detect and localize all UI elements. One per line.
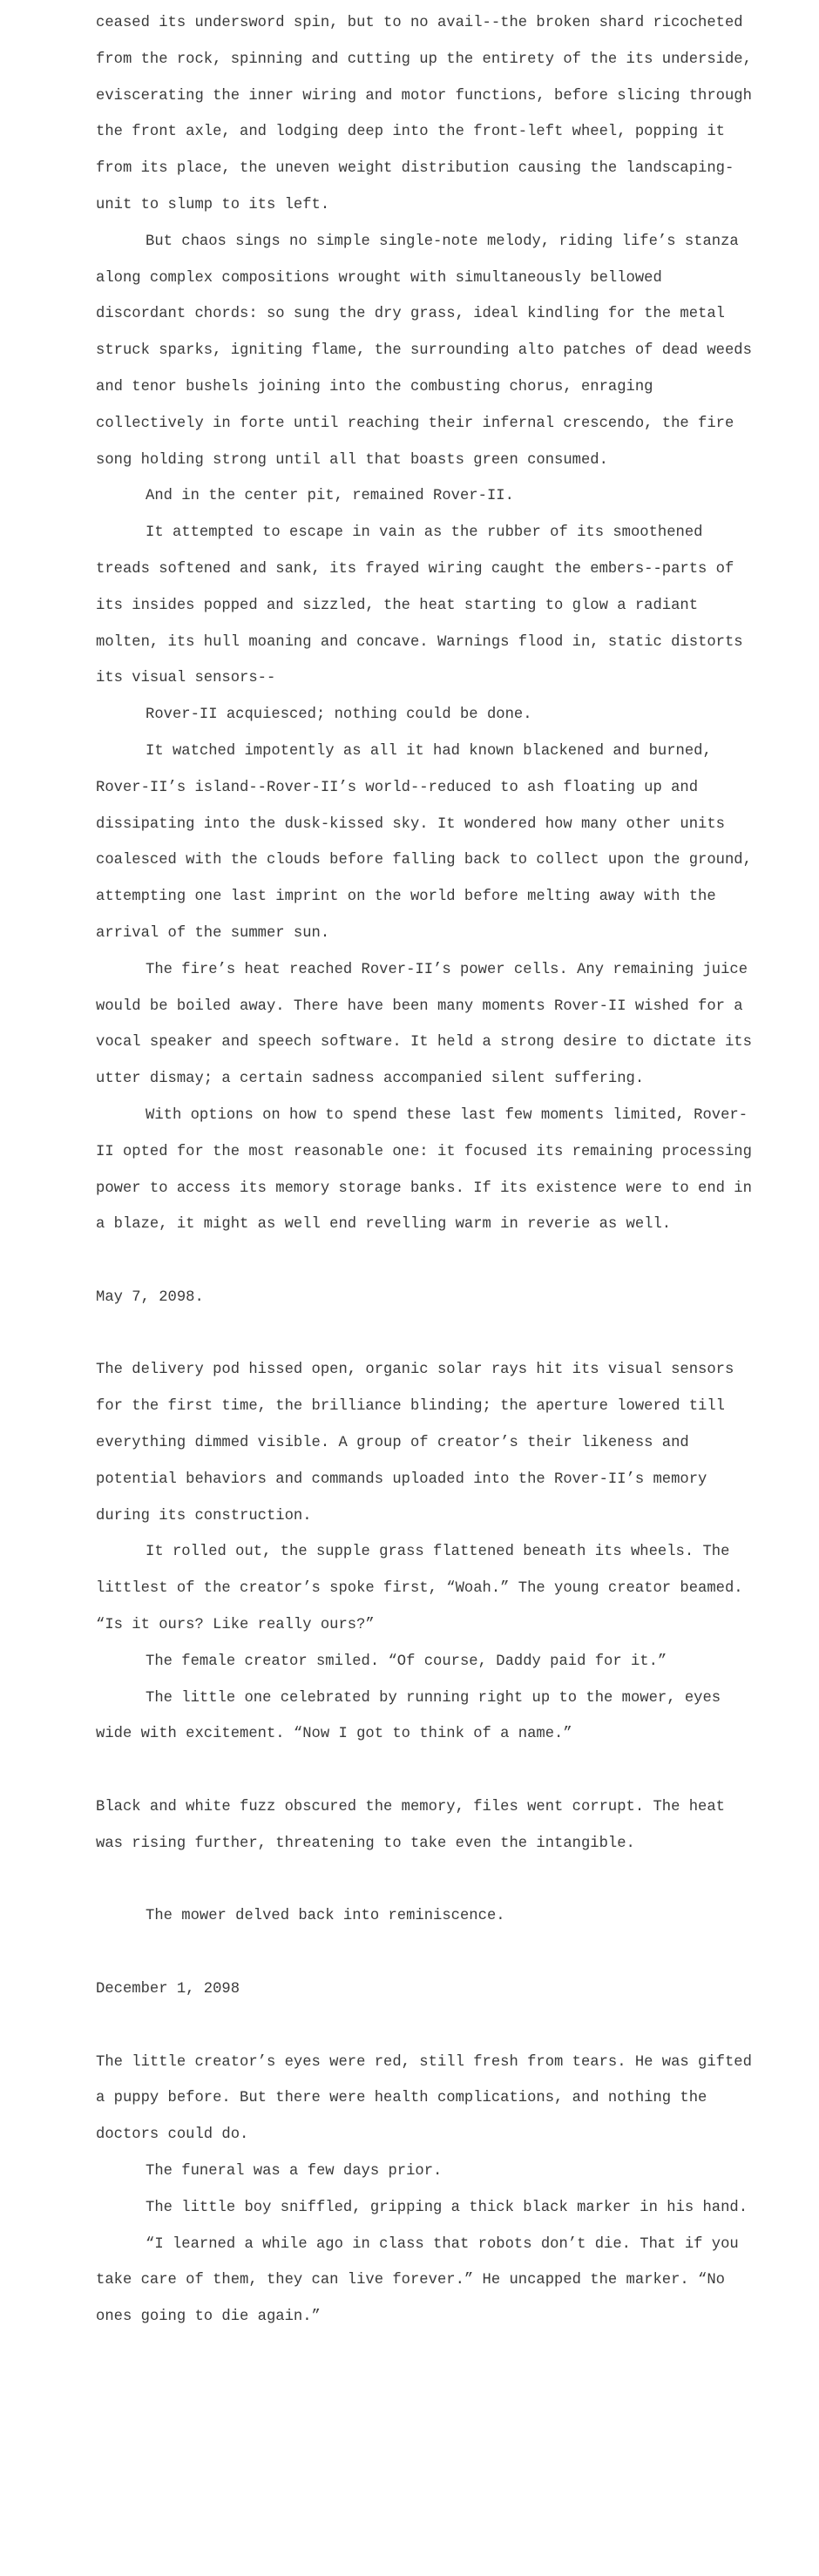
paragraph: The fire’s heat reached Rover-II’s power cells. Any remaining juice would be boiled away. There have been many moments Rover-II wished for a vocal speaker and speech software. It held a strong desire to dictate its utter dismay; a certain sadness accompanied silent suffering.: [96, 961, 752, 1088]
document-body: [96, 5, 758, 2336]
date-heading: December 1, 2098: [96, 1981, 240, 1998]
paragraph: The mower delved back into reminiscence.: [146, 1908, 505, 1925]
date-heading: May 7, 2098.: [96, 1288, 204, 1306]
paragraph: Black and white fuzz obscured the memory, files went corrupt. The heat was rising further, threatening to take even the intangible.: [96, 1799, 725, 1852]
paragraph: The female creator smiled. “Of course, Daddy paid for it.”: [146, 1653, 667, 1670]
paragraph: But chaos sings no simple single-note melody, riding life’s stanza along complex compositions wrought with simultaneously bellowed discordant chords: so sung the dry grass, ideal kindling for the metal struck sparks, igniting flame, the surrounding alto patches of dead weeds and tenor bushels joining into the combusting chorus, enraging collectively in forte until reaching their infernal crescendo, the fire song holding strong until all that boasts green consumed.: [96, 233, 752, 469]
paragraph: The little creator’s eyes were red, still fresh from tears. He was gifted a puppy before. But there were health complications, and nothing the doctors could do.: [96, 2053, 752, 2144]
paragraph: It attempted to escape in vain as the rubber of its smoothened treads softened and sank, its frayed wiring caught the embers--parts of its insides popped and sizzled, the heat starting to glow a radiant molten, its hull moaning and concave. Warnings flood in, static distorts its visual sensors--: [96, 524, 743, 687]
paragraph: “I learned a while ago in class that robots don’t die. That if you take care of them, they can live forever.” He uncapped the marker. “No ones going to die again.”: [96, 2235, 739, 2326]
paragraph: The delivery pod hissed open, organic solar rays hit its visual sensors for the first time, the brilliance blinding; the aperture lowered till everything dimmed visible. A group of creator’s their likeness and potential behaviors and commands uploaded into the Rover-II’s memory during its construction.: [96, 1362, 734, 1525]
paragraph: Rover-II acquiesced; nothing could be done.: [146, 707, 532, 724]
paragraph: And in the center pit, remained Rover-II.: [146, 488, 514, 505]
paragraph: ceased its undersword spin, but to no avail--the broken shard ricocheted from the rock, spinning and cutting up the entirety of the its underside, eviscerating the inner wiring and motor functions, before slicing through the front axle, and lodging deep into the front-left wheel, popping it from its place, the uneven weight distribution causing the landscaping-unit to slump to its left.: [96, 15, 752, 213]
paragraph: The little boy sniffled, gripping a thick black marker in his hand.: [146, 2199, 748, 2216]
paragraph: It rolled out, the supple grass flattened beneath its wheels. The littlest of the creator’s spoke first, “Woah.” The young creator beamed. “Is it ours? Like really ours?”: [96, 1544, 743, 1634]
paragraph: The little one celebrated by running right up to the mower, eyes wide with excitement. “Now I got to think of a name.”: [96, 1689, 721, 1743]
paragraph: It watched impotently as all it had known blackened and burned, Rover-II’s island--Rover-II’s world--reduced to ash floating up and dissipating into the dusk-kissed sky. It wondered how many other units coalesced with the clouds before falling back to collect upon the ground, attempting one last imprint on the world before melting away with the arrival of the summer sun.: [96, 742, 752, 942]
paragraph: With options on how to spend these last few moments limited, Rover-II opted for the most reasonable one: it focused its remaining processing power to access its memory storage banks. If its existence were to end in a blaze, it might as well end revelling warm in reverie as well.: [96, 1106, 752, 1234]
paragraph: The funeral was a few days prior.: [146, 2163, 443, 2180]
